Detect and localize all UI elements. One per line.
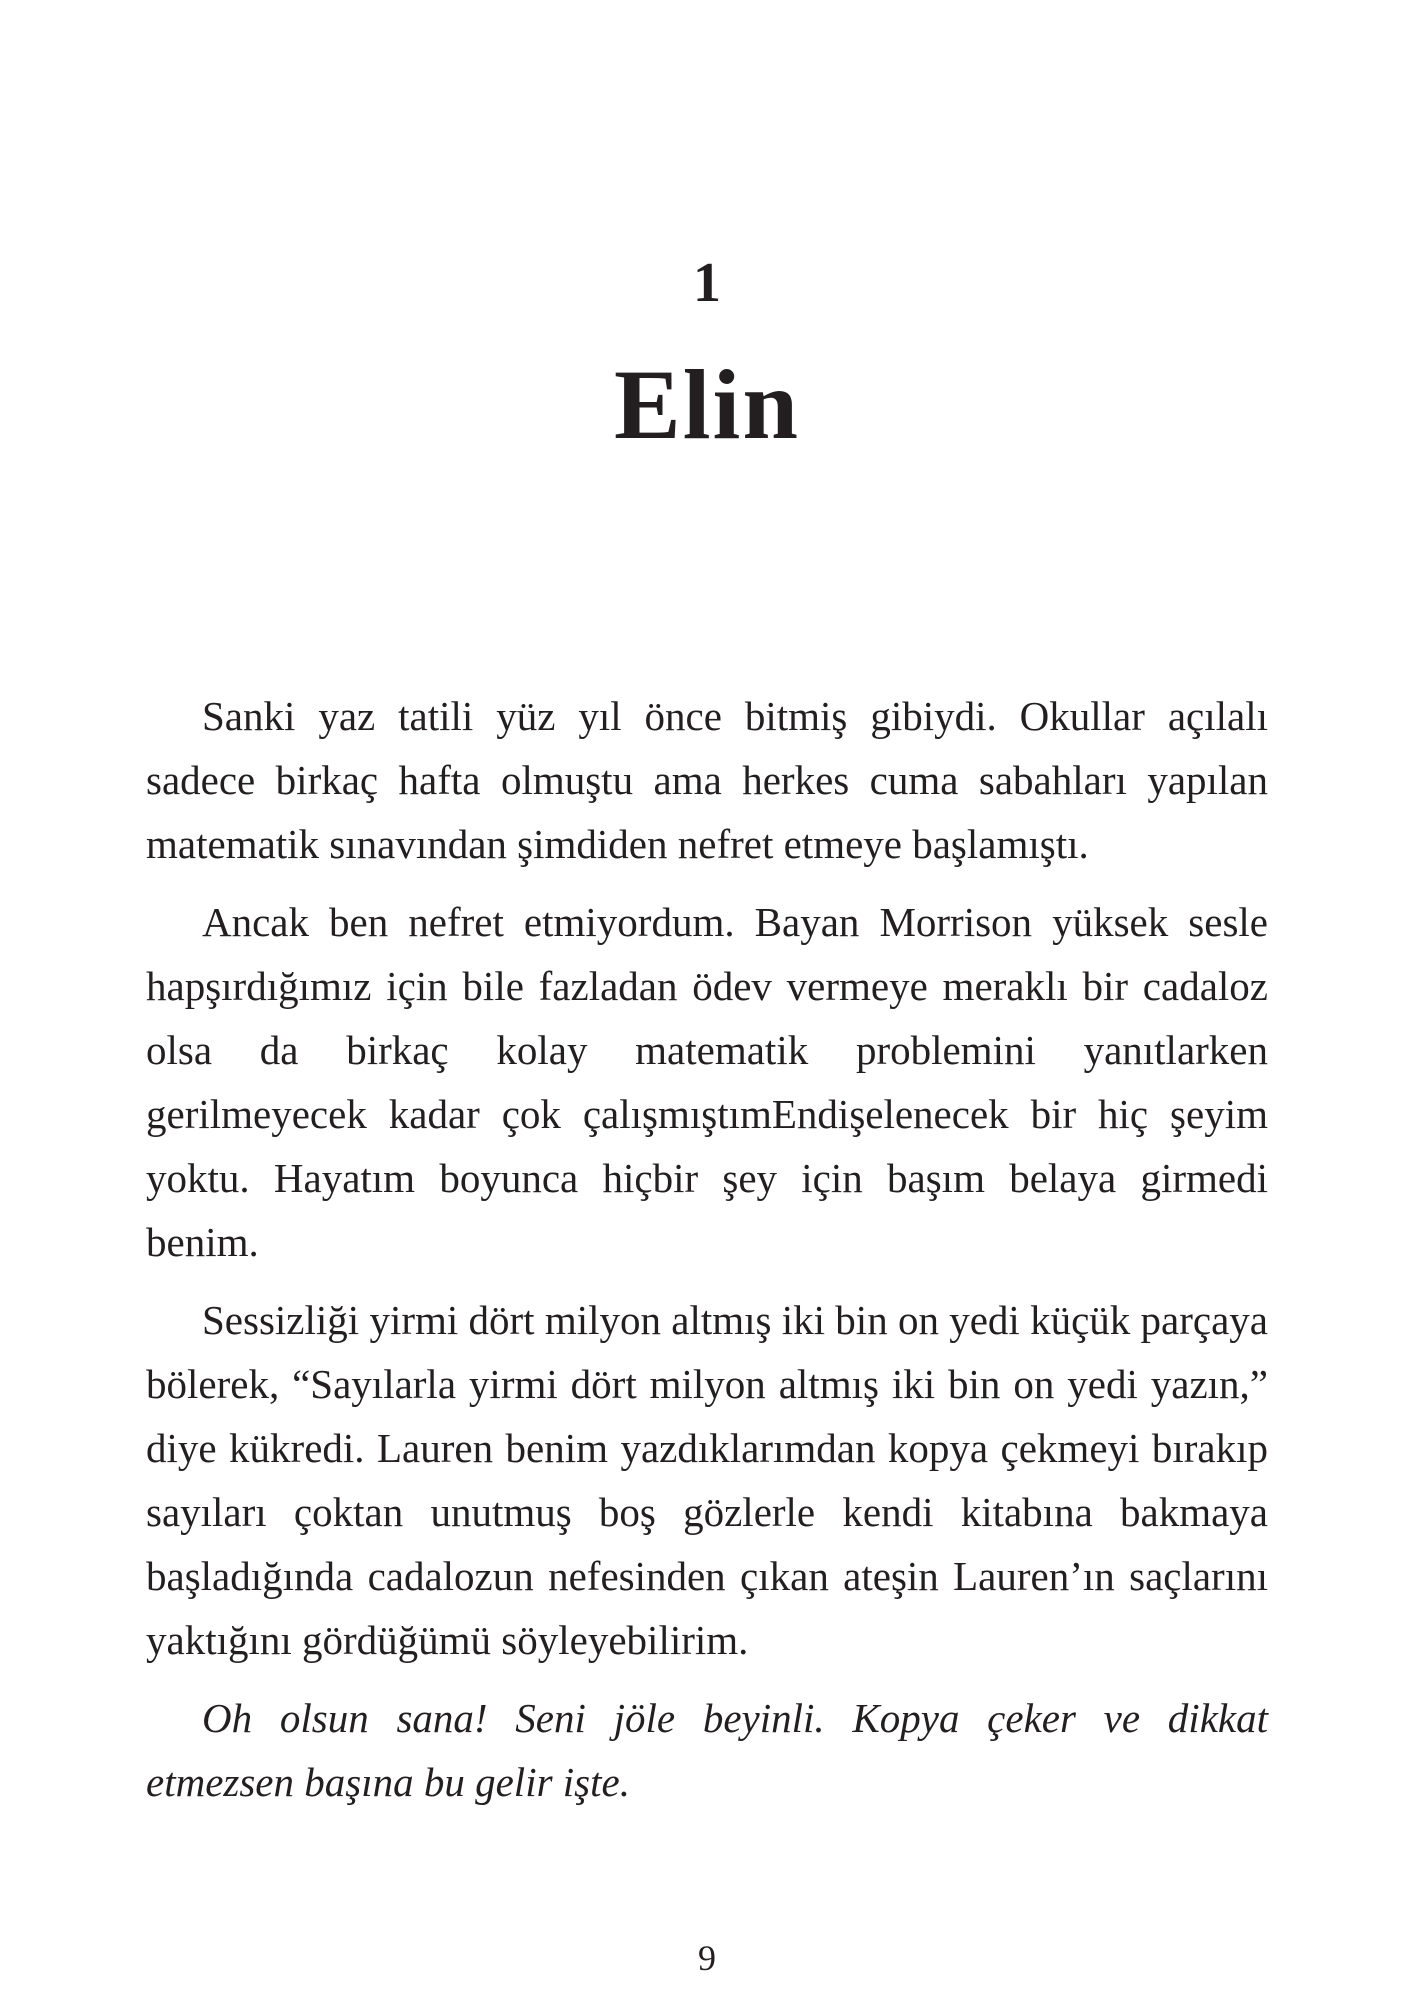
chapter-number: 1: [693, 252, 721, 314]
paragraph: Sessizliği yirmi dört milyon altmış iki bin on yedi küçük parçaya bölerek, “Sayılarla yirmi dört milyon altmış iki bin on yedi yazın,” diye kükredi. Lauren benim yazdıklarımdan kopya çekmeyi bırakıp sayıları çoktan unutmuş boş gözlerle kendi kitabına bakmaya başladığında cadalozun nefesinden çıkan ateşin Lauren’ın saçlarını yaktığını gördüğümü söyleyebilirim.: [146, 1297, 1268, 1663]
italic-paragraph: Oh olsun sana! Seni jöle beyinli. Kopya çeker ve dikkat etmezsen başına bu gelir işte.: [146, 1695, 1268, 1805]
body-text: [146, 684, 1268, 1828]
page-number: 9: [698, 1938, 716, 1978]
chapter-title: Elin: [614, 349, 800, 460]
paragraph: Ancak ben nefret etmiyordum. Bayan Morrison yüksek sesle hapşırdığımız için bile fazladan ödev vermeye meraklı bir cadaloz olsa da birkaç kolay matematik problemini yanıtlarken gerilmeyecek kadar çok çalışmıştımEndişelenecek bir hiç şeyim yoktu. Hayatım boyunca hiçbir şey için başım belaya girmedi benim.: [146, 899, 1268, 1265]
paragraph: Sanki yaz tatili yüz yıl önce bitmiş gibiydi. Okullar açılalı sadece birkaç hafta olmuştu ama herkes cuma sabahları yapılan matematik sınavından şimdiden nefret etmeye başlamıştı.: [146, 693, 1268, 867]
